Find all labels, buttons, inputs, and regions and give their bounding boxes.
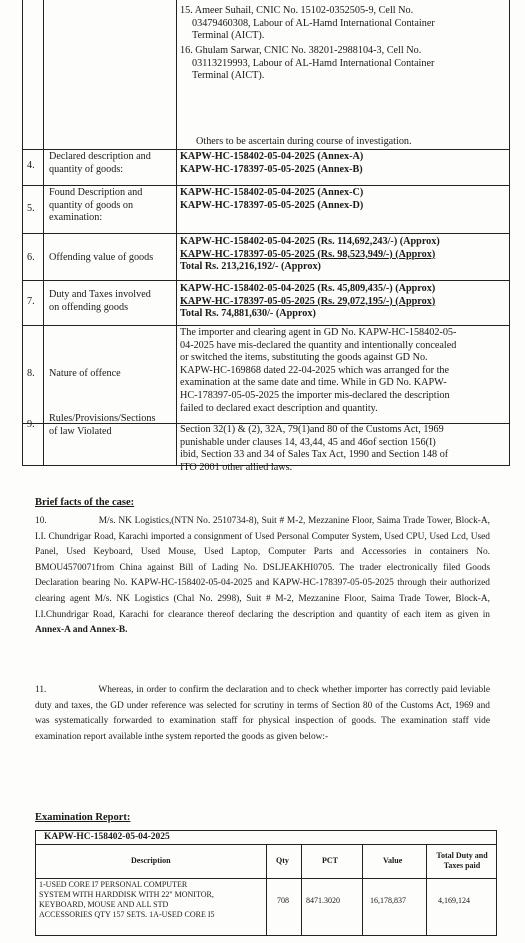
row-pct: 8471.3020 (306, 896, 340, 905)
row-content: The importer and clearing agent in GD No. KAPW-HC-158402-05- 04-2025 have mis-declared the quantity and intentionally concealed or switched the items, substituting the goods against GD No. KAPW-HC-169868 dated 22-04-2025 which was arranged for the examination at the same date and time. While in GD No. KAPW- HC-178397-05-05-2025 the importer mis-declared the description failed to declared exact description and quantity. (180, 327, 457, 414)
row-number: 6. (27, 252, 35, 263)
header-description: Description (131, 856, 171, 865)
accused-15: 15. Ameer Suhail, CNIC No. 15102-0352505-9, Cell No. 03479460308, Labour of AL-Hamd International Container Terminal (AICT). (180, 5, 435, 42)
row-content: Section 32(1) & (2), 32A, 79(1)and 80 of the Customs Act, 1969 punishable under clauses 14, 43,44, 45 and 46of section 156(I) ibid, Section 33 and 34 of Sales Tax Act, 1990 and Section 148 of ITO 2001 other allied laws. (180, 424, 449, 473)
row-taxes: 4,169,124 (438, 896, 470, 905)
header-taxes: Total Duty and Taxes paid (436, 851, 488, 870)
row-value: 16,178,837 (370, 896, 406, 905)
examination-table (35, 830, 497, 936)
paragraph-10: 10. M/s. NK Logistics,(NTN No. 2510734-8), Suit # M-2, Mezzanine Floor, Saima Trade Tower, Block-A, I.I. Chundrigar Road, Karachi imported a consignment of Used Personal Computer System, Used CPU, Used Lcd, Used Panel, Used Keyboard, Used Mouse, Used Laptop, Computer Parts and Accessories in containers No. BMOU4570071from China against Bill of Lading No. DSLJEAKHI0705. The trader electronically filed Goods Declaration bearing No. KAPW-HC-158402-05-04-2025 and KAPW-HC-178397-05-05-2025 through their authorized clearing agent M/s. NK Logistics (Chal No. 2998), Suit # M-2, Mezzanine Floor, Saima Trade Tower, Block-A, I.I.Chundrigar Road, Karachi for clearance thereof declaring the description and quantity of each item as given in Annex-A and Annex-B. (35, 516, 490, 636)
row-label: Duty and Taxes involved on offending goods (49, 289, 151, 313)
row-number: 9. (27, 419, 35, 430)
row-label: Offending value of goods (49, 252, 154, 263)
row-label: Declared description and quantity of goods: (49, 151, 151, 175)
row-label: Rules/Provisions/Sections of law Violated (49, 413, 156, 437)
paragraph-11: 11. Whereas, in order to confirm the declaration and to check whether importer has correctly paid leviable duty and taxes, the GD under reference was selected for scrutiny in terms of Section 80 of the Customs Act, 1969 and was systematically forwarded to examination staff for physical inspection of goods. The examination staff vide examination report available inthe system reported the goods as given below:- (35, 685, 490, 742)
row-content: KAPW-HC-158402-05-04-2025 (Annex-C) KAPW-HC-178397-05-05-2025 (Annex-D) (180, 187, 364, 211)
row-description: 1-USED CORE I7 PERSONAL COMPUTER SYSTEM WITH HARDDISK WITH 22" MONITOR, KEYBOARD, MOUSE AND ALL STD ACCESSORIES QTY 157 SETS. 1A-USED CORE I5 (39, 880, 215, 919)
brief-facts-heading: Brief facts of the case: (35, 497, 135, 508)
header-qty: Qty (276, 856, 289, 865)
row-label: Nature of offence (49, 368, 121, 379)
header-value: Value (383, 856, 403, 865)
row-content: KAPW-HC-158402-05-04-2025 (Rs. 114,692,243/-) (Approx) KAPW-HC-178397-05-05-2025 (Rs. 98,523,949/-) (Approx) Total Rs. 213,216,192/- (Approx) (180, 236, 440, 273)
row-number: 8. (27, 368, 35, 379)
row-number: 7. (27, 296, 35, 307)
accused-16: 16. Ghulam Sarwar, CNIC No. 38201-2988104-3, Cell No. 03113219993, Labour of AL-Hamd International Container Terminal (AICT). (180, 45, 435, 82)
row-number: 4. (27, 160, 35, 171)
others-note: Others to be ascertain during course of investigation. (196, 136, 412, 147)
row-content: KAPW-HC-158402-05-04-2025 (Rs. 45,809,435/-) (Approx) KAPW-HC-178397-05-05-2025 (Rs. 29,072,195/-) (Approx) Total Rs. 74,881,630/- (Approx) (180, 283, 436, 320)
header-pct: PCT (322, 856, 338, 865)
row-number: 5. (27, 203, 35, 214)
gd-number: KAPW-HC-158402-05-04-2025 (44, 832, 170, 842)
row-content: KAPW-HC-158402-05-04-2025 (Annex-A) KAPW-HC-178397-05-05-2025 (Annex-B) (180, 151, 364, 175)
row-qty: 708 (277, 896, 289, 905)
row-label: Found Description and quantity of goods on examination: (49, 187, 143, 224)
examination-report-heading: Examination Report: (35, 812, 131, 823)
